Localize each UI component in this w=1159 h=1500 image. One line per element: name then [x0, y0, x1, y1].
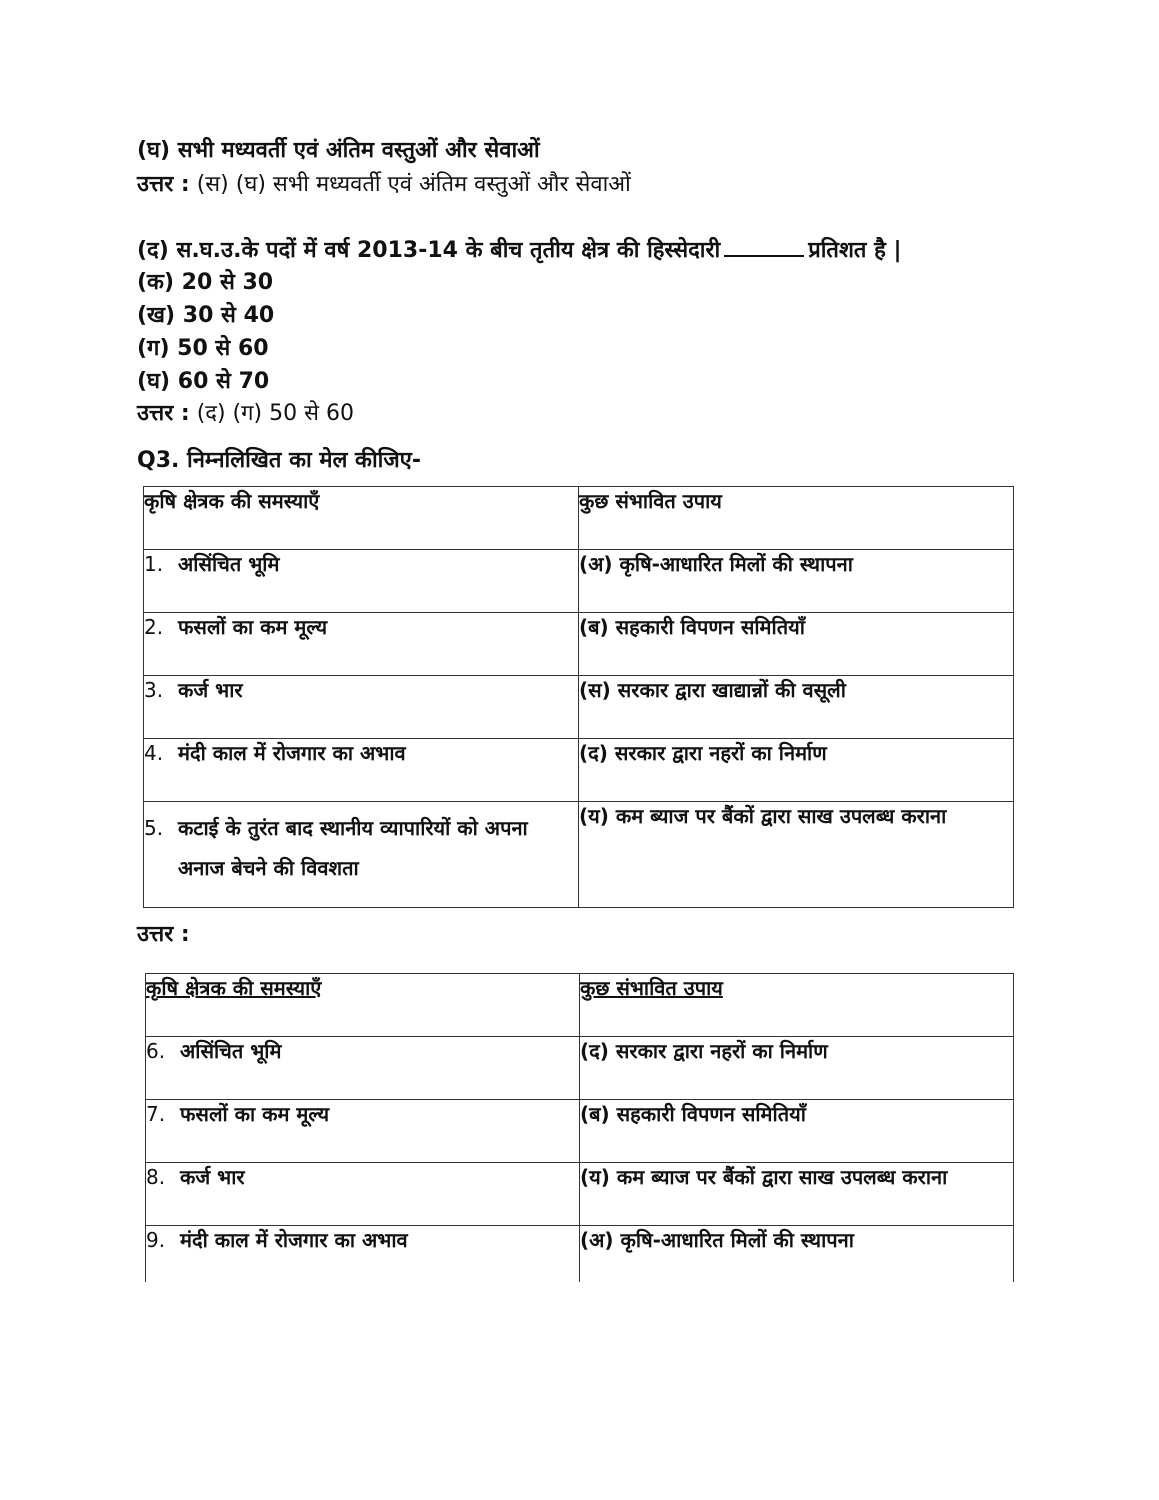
- solution-cell: (अ) कृषि-आधारित मिलों की स्थापना: [580, 1226, 1014, 1282]
- table-row: [146, 1226, 1014, 1282]
- table-row: [144, 676, 1014, 739]
- question-d-suffix: प्रतिशत है |: [808, 238, 902, 263]
- table-row: [144, 550, 1014, 613]
- solution-cell: (द) सरकार द्वारा नहरों का निर्माण: [579, 739, 1014, 802]
- table-header-row: [144, 487, 1014, 550]
- solution-cell: (ब) सहकारी विपणन समितियाँ: [580, 1100, 1014, 1163]
- question-d: [137, 235, 901, 266]
- problem-cell: 3. कर्ज भार: [144, 676, 579, 739]
- problem-cell: 8. कर्ज भार: [146, 1163, 580, 1226]
- problem-cell: 1. असिंचित भूमि: [144, 550, 579, 613]
- solution-cell: (ब) सहकारी विपणन समितियाँ: [579, 613, 1014, 676]
- solution-cell: (द) सरकार द्वारा नहरों का निर्माण: [580, 1037, 1014, 1100]
- option-gh-line: (घ) सभी मध्यवर्ती एवं अंतिम वस्तुओं और सेवाओं: [137, 138, 540, 163]
- problem-cell: 6. असिंचित भूमि: [146, 1037, 580, 1100]
- header-solutions: कुछ संभावित उपाय: [580, 974, 1014, 1037]
- option-kh: (ख) 30 से 40: [137, 303, 275, 328]
- header-problems: कृषि क्षेत्रक की समस्याएँ: [144, 487, 579, 550]
- match-table-answer: [145, 973, 1014, 1282]
- problem-cell: 4. मंदी काल में रोजगार का अभाव: [144, 739, 579, 802]
- table-row: [146, 1163, 1014, 1226]
- solution-cell: (य) कम ब्याज पर बैंकों द्वारा साख उपलब्ध कराना: [580, 1163, 1014, 1226]
- problem-cell: 2. फसलों का कम मूल्य: [144, 613, 579, 676]
- solution-cell: (स) सरकार द्वारा खाद्यान्नों की वसूली: [579, 676, 1014, 739]
- table-row: [144, 739, 1014, 802]
- table-row: [144, 613, 1014, 676]
- table-row: [144, 802, 1014, 908]
- solution-cell: (अ) कृषि-आधारित मिलों की स्थापना: [579, 550, 1014, 613]
- table-header-row: [146, 974, 1014, 1037]
- table-row: [146, 1100, 1014, 1163]
- answer-text: (द) (ग) 50 से 60: [196, 401, 354, 426]
- header-solutions: कुछ संभावित उपाय: [579, 487, 1014, 550]
- solution-cell: (य) कम ब्याज पर बैंकों द्वारा साख उपलब्ध कराना: [579, 802, 1014, 908]
- answer-line-2: [137, 399, 354, 429]
- answer-label: उत्तर :: [137, 401, 190, 426]
- answer-line-1: [137, 170, 631, 200]
- option-k: (क) 20 से 30: [137, 270, 274, 295]
- problem-cell: 9. मंदी काल में रोजगार का अभाव: [146, 1226, 580, 1282]
- answer-label-table: उत्तर :: [137, 922, 190, 947]
- answer-label: उत्तर :: [137, 172, 190, 197]
- match-table-question: [143, 486, 1014, 908]
- problem-cell: 7. फसलों का कम मूल्य: [146, 1100, 580, 1163]
- table-row: [146, 1037, 1014, 1100]
- option-g: (ग) 50 से 60: [137, 336, 269, 361]
- question-3: Q3. निम्नलिखित का मेल कीजिए-: [137, 448, 421, 473]
- answer-text: (स) (घ) सभी मध्यवर्ती एवं अंतिम वस्तुओं और सेवाओं: [196, 172, 631, 197]
- question-d-text: (द) स.घ.उ.के पदों में वर्ष 2013-14 के बीच तृतीय क्षेत्र की हिस्सेदारी: [137, 238, 721, 263]
- problem-cell: 5. कटाई के तुरंत बाद स्थानीय व्यापारियों को अपना अनाज बेचने की विवशता: [144, 802, 579, 908]
- option-gh: (घ) 60 से 70: [137, 369, 270, 394]
- header-problems: कृषि क्षेत्रक की समस्याएँ: [146, 974, 580, 1037]
- fill-blank: [724, 235, 804, 257]
